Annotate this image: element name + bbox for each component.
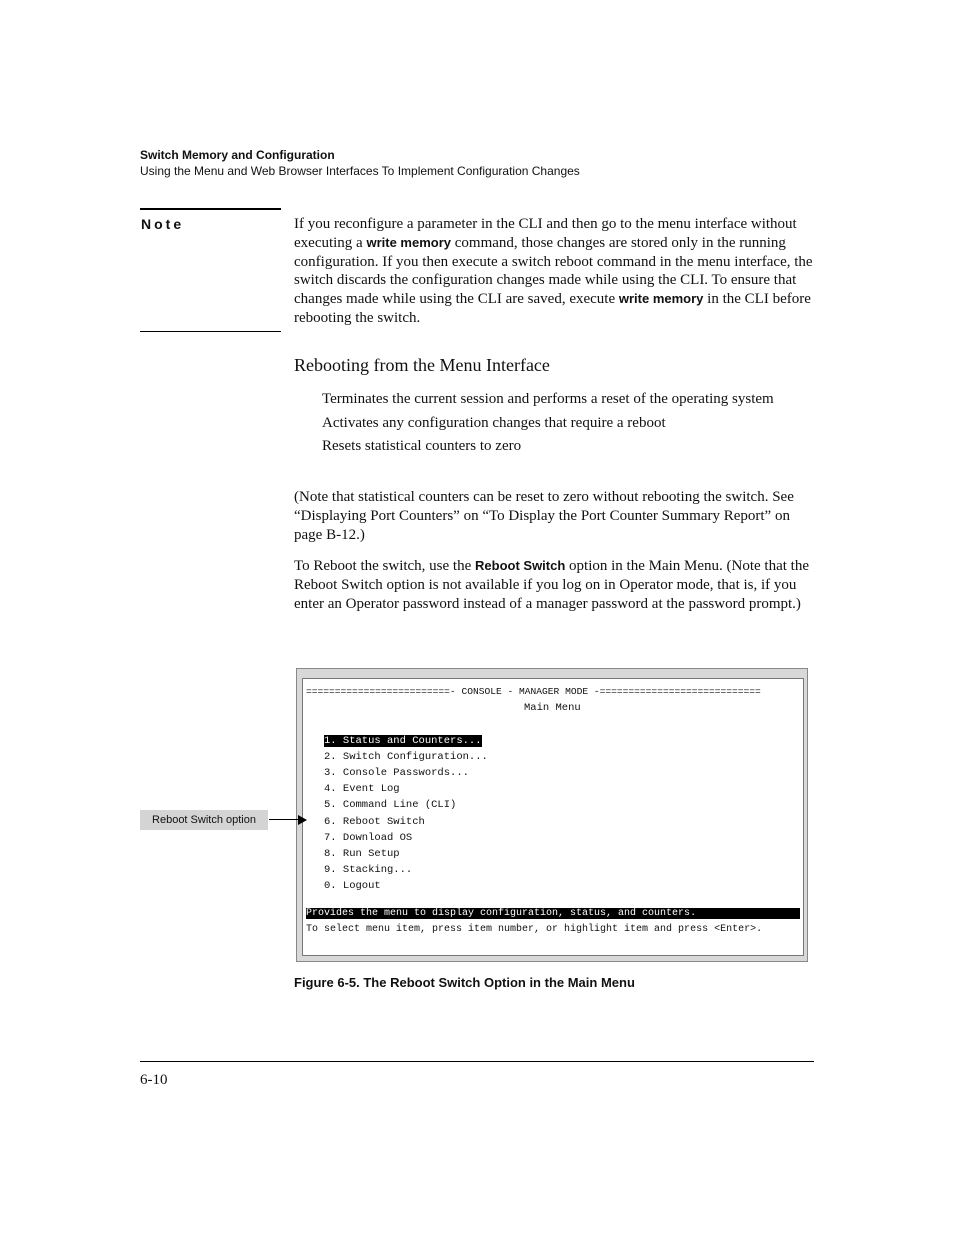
note-label: Note — [141, 216, 185, 232]
note-text-3: in the CLI before rebooting the switch. — [294, 291, 811, 326]
console-banner: =========================- CONSOLE - MANAGER MODE -============================ — [306, 686, 761, 697]
bullet-item: Activates any configuration changes that require a reboot — [322, 414, 666, 431]
menu-item-run-setup[interactable]: 8. Run Setup — [324, 848, 400, 860]
callout-arrow-line — [269, 819, 299, 820]
menu-item-label: 1. Status and Counters... — [324, 735, 482, 747]
reboot-text-2: option in the Main Menu. (Note that the Reboot Switch option is not available if you log on in Operator mode, that is, if you enter an Operator password instead of a manager password at the password prompt.) — [294, 558, 810, 612]
counters-note-paragraph: (Note that statistical counters can be reset to zero without rebooting the switch. See “Displaying Port Counters” on “To Display the Port Counter Summary Report” on page B-12.) — [294, 489, 794, 543]
bullet-item: Terminates the current session and performs a reset of the operating system — [322, 391, 774, 407]
running-header-subtitle: Using the Menu and Web Browser Interfaces To Implement Configuration Changes — [140, 164, 580, 178]
callout-arrow-icon — [298, 815, 307, 825]
menu-item-event-log[interactable]: 4. Event Log — [324, 783, 400, 795]
console-status-line: Provides the menu to display configuration, status, and counters. — [306, 908, 800, 919]
note-text-2: command, those changes are stored only in the running configuration. If you then execute a switch reboot command in the menu interface, the switch discards the configuration changes made while using the CLI. To ensure that changes made while using the CLI are saved, execute — [294, 234, 813, 308]
section-title: Rebooting from the Menu Interface — [294, 355, 550, 375]
page-number: 6-10 — [140, 1072, 168, 1088]
menu-item-switch-configuration[interactable]: 2. Switch Configuration... — [324, 751, 488, 763]
write-memory-command: write memory — [618, 291, 704, 307]
console-screen — [302, 678, 804, 956]
menu-item-reboot-switch[interactable]: 6. Reboot Switch — [324, 816, 425, 828]
write-memory-command: write memory — [366, 234, 452, 250]
reboot-instructions-paragraph — [294, 557, 814, 613]
menu-item-console-passwords[interactable]: 3. Console Passwords... — [324, 767, 469, 779]
note-top-rule — [140, 208, 281, 210]
menu-item-stacking[interactable]: 9. Stacking... — [324, 864, 413, 876]
console-help-line: To select menu item, press item number, or highlight item and press <Enter>. — [306, 924, 763, 935]
menu-item-logout[interactable]: 0. Logout — [324, 880, 381, 892]
reboot-text-1: To Reboot the switch, use the — [294, 558, 476, 574]
menu-item-download-os[interactable]: 7. Download OS — [324, 832, 413, 844]
bullet-list — [322, 390, 802, 461]
figure-caption: Figure 6-5. The Reboot Switch Option in the Main Menu — [294, 975, 635, 990]
footer-rule — [140, 1061, 814, 1062]
main-menu-title: Main Menu — [524, 702, 581, 714]
note-bottom-rule — [140, 331, 281, 332]
reboot-switch-callout: Reboot Switch option — [140, 810, 268, 830]
console-screenshot-figure — [296, 668, 808, 962]
menu-item-command-line[interactable]: 5. Command Line (CLI) — [324, 799, 457, 811]
reboot-switch-term: Reboot Switch — [475, 558, 566, 573]
menu-item-status-counters[interactable] — [324, 735, 482, 747]
running-header-title: Switch Memory and Configuration — [140, 148, 335, 162]
note-body — [294, 215, 814, 328]
note-text-1: If you reconfigure a parameter in the CLI and then go to the menu interface without executing a — [294, 216, 797, 251]
bullet-item: Resets statistical counters to zero — [322, 438, 522, 454]
